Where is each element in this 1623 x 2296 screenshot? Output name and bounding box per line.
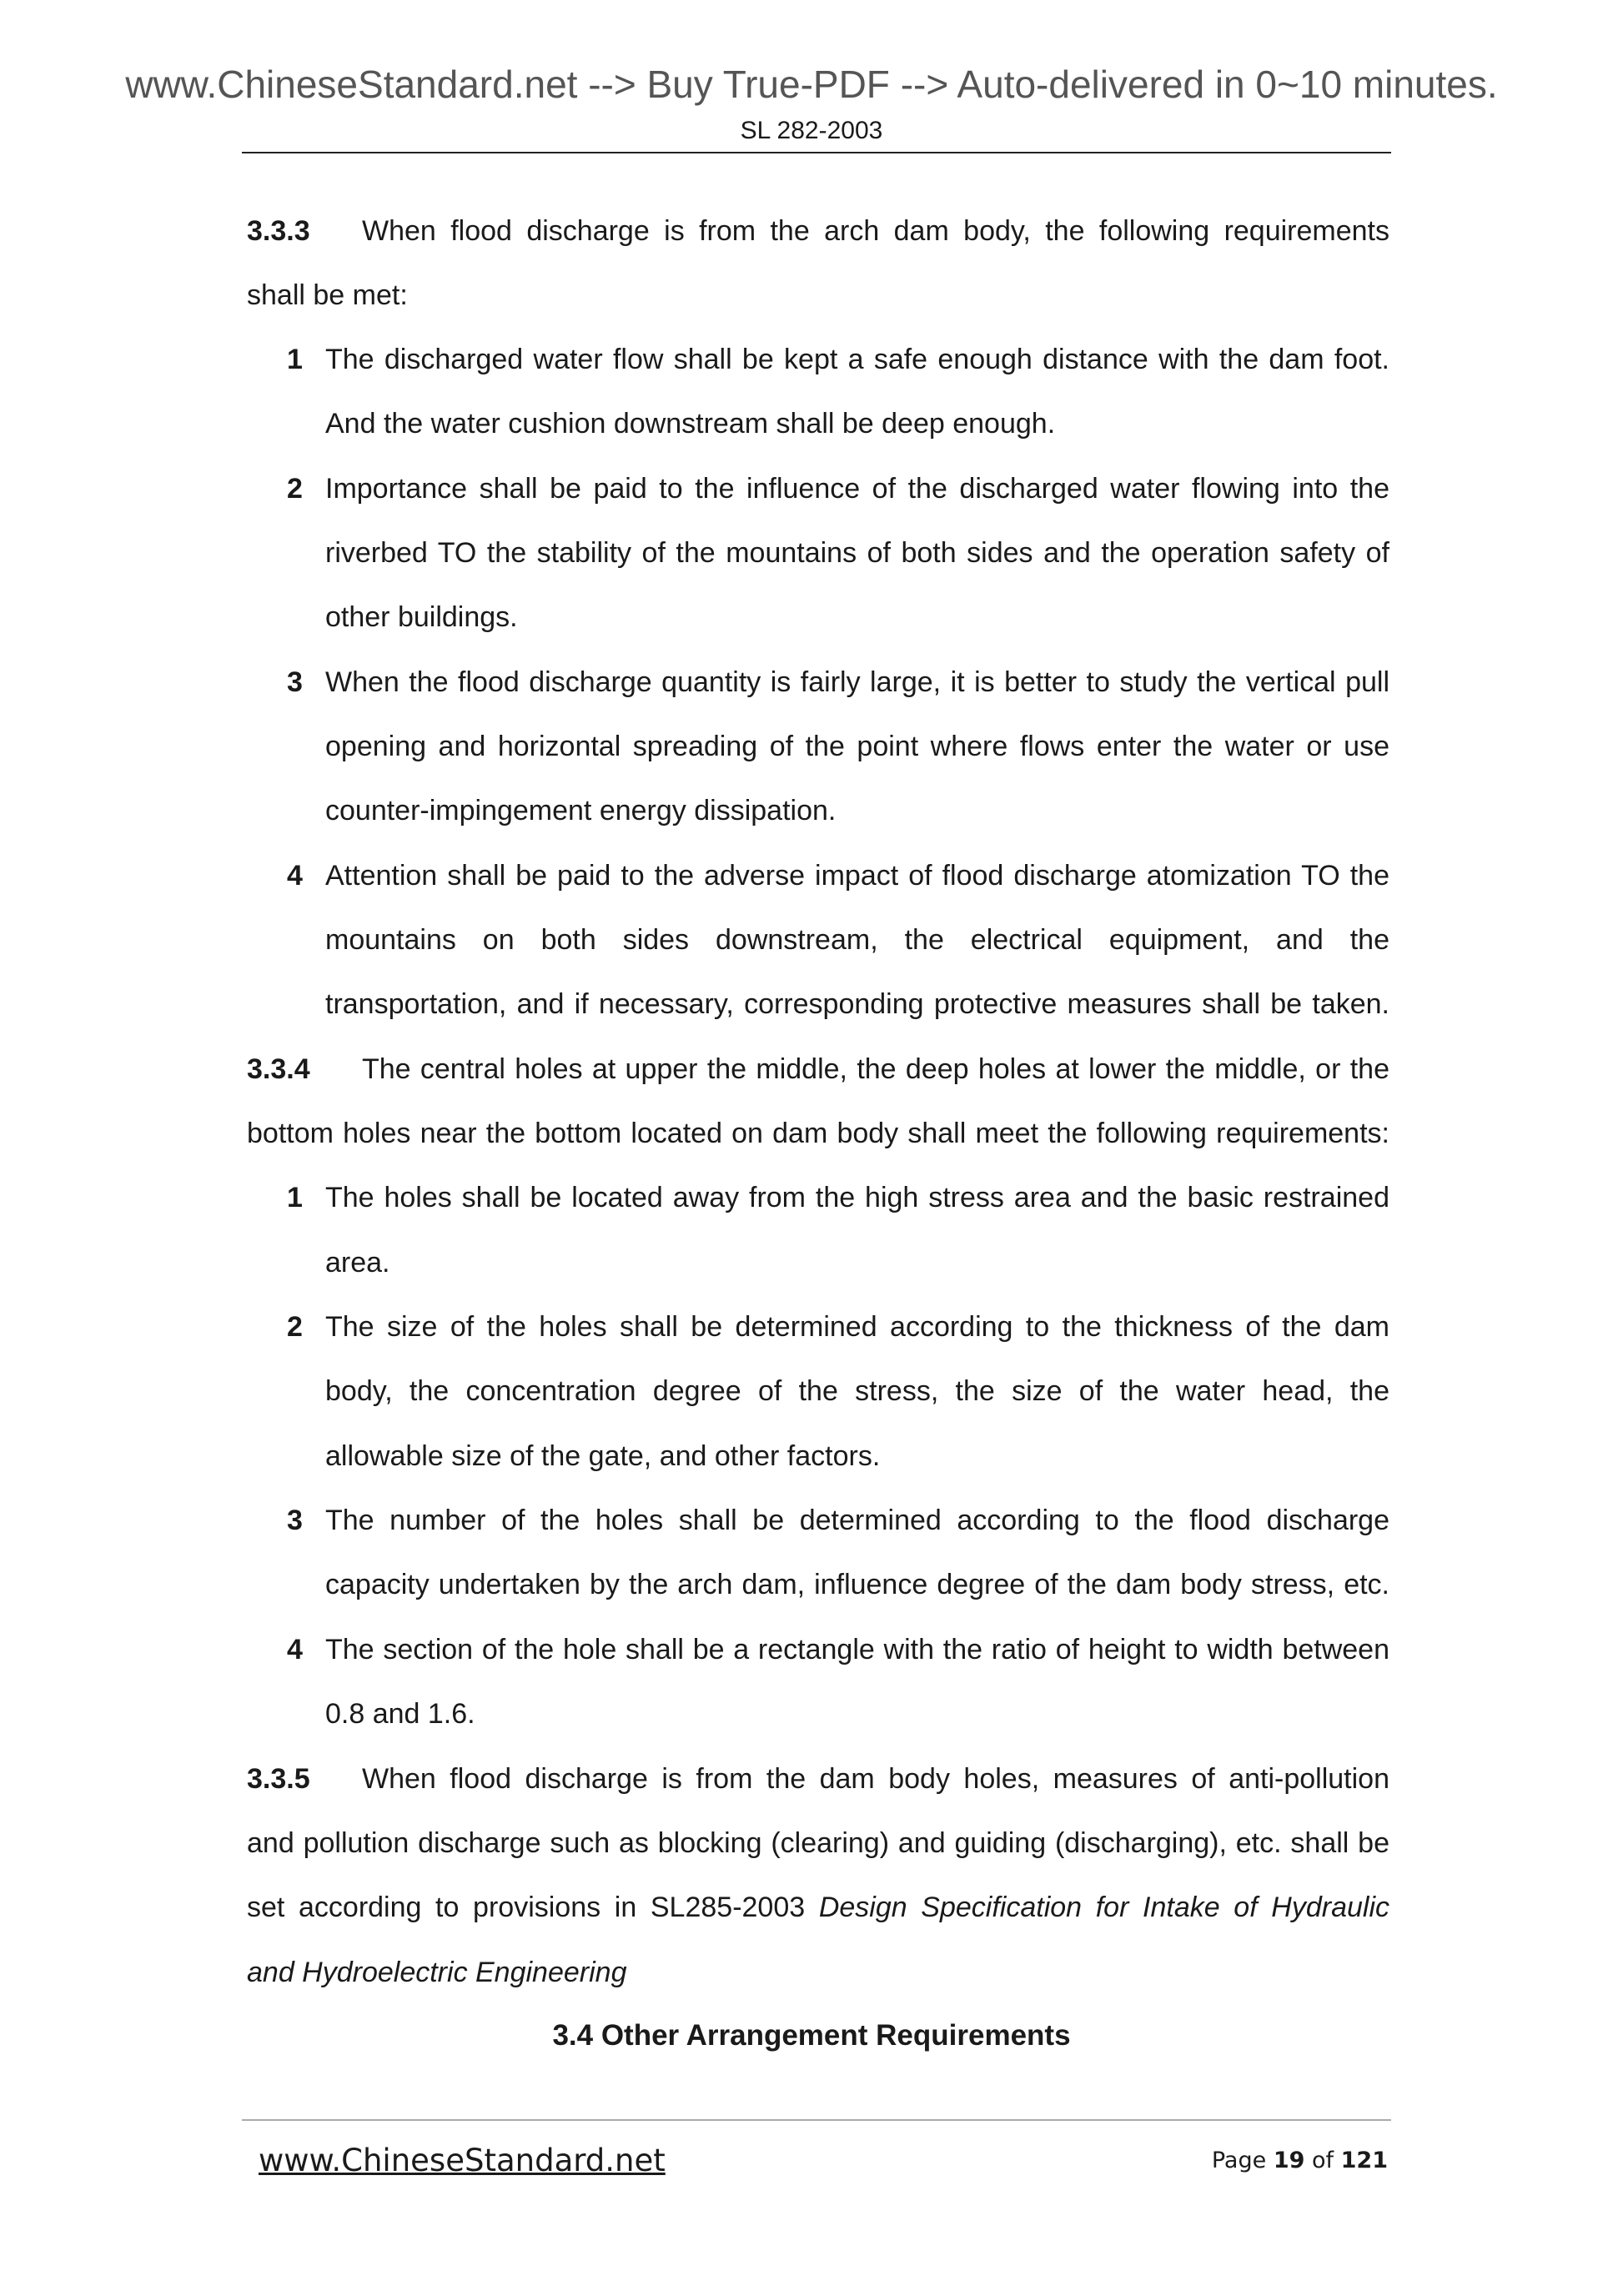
- list-item-text: And the water cushion downstream shall be deep enough.: [325, 408, 1056, 440]
- list-item-text: mountains on both sides downstream, the electrical equipment, and the: [325, 924, 1389, 956]
- list-item-text: The discharged water flow shall be kept a safe enough distance with the dam foot.: [325, 344, 1389, 375]
- referenced-title: Design Specification for Intake of Hydraulic: [818, 1892, 1390, 1923]
- list-item-text: Importance shall be paid to the influence of the discharged water flowing into the: [325, 473, 1389, 505]
- list-item-text: opening and horizontal spreading of the point where flows enter the water or use: [325, 731, 1389, 762]
- clause-3-3-4-line-2: bottom holes near the bottom located on dam body shall meet the following requirements:: [247, 1118, 1389, 1149]
- clause-3-3-3-line-1: [247, 214, 1389, 248]
- list-item-text: The section of the hole shall be a rectangle with the ratio of height to width between: [325, 1634, 1389, 1665]
- clause-3-3-3-line-2: shall be met:: [247, 279, 408, 311]
- page-label: Page: [1211, 2148, 1267, 2173]
- list-item-text: counter-impingement energy dissipation.: [325, 795, 837, 826]
- list-number: 2: [287, 473, 303, 505]
- list-item-text: 0.8 and 1.6.: [325, 1698, 475, 1730]
- list-number: 3: [287, 1505, 303, 1536]
- clause-text: When flood discharge is from the arch dam body, the following requirements: [362, 215, 1389, 247]
- site-banner[interactable]: www.ChineseStandard.net --> Buy True-PDF --> Auto-delivered in 0~10 minutes.: [125, 63, 1498, 106]
- list-item-text: allowable size of the gate, and other factors.: [325, 1440, 881, 1472]
- page-total: 121: [1340, 2148, 1388, 2173]
- clause-text: When flood discharge is from the dam body holes, measures of anti-pollution: [362, 1763, 1389, 1795]
- clause-3-3-5-line-3: [247, 1891, 1389, 1924]
- clause-3-3-5-line-2: and pollution discharge such as blocking (clearing) and guiding (discharging), etc. shall be: [247, 1827, 1389, 1859]
- footer-rule: [242, 2119, 1391, 2121]
- list-number: 2: [287, 1311, 303, 1343]
- list-item-text: riverbed TO the stability of the mountains of both sides and the operation safety of: [325, 537, 1389, 569]
- list-item-text: capacity undertaken by the arch dam, influence degree of the dam body stress, etc.: [325, 1569, 1389, 1600]
- page-current: 19: [1273, 2148, 1305, 2173]
- page-of: of: [1312, 2148, 1334, 2173]
- clause-number: 3.3.5: [247, 1763, 310, 1795]
- list-item-text: area.: [325, 1247, 390, 1279]
- clause-3-3-5-line-4: [247, 1956, 1389, 1989]
- list-item-text: The holes shall be located away from the high stress area and the basic restrained: [325, 1182, 1389, 1213]
- list-item-text: body, the concentration degree of the stress, the size of the water head, the: [325, 1375, 1389, 1407]
- list-item-text: The size of the holes shall be determined according to the thickness of the dam: [325, 1311, 1389, 1343]
- clause-3-3-5-line-1: [247, 1762, 1389, 1796]
- list-item-text: The number of the holes shall be determined according to the flood discharge: [325, 1505, 1389, 1536]
- list-number: 1: [287, 344, 303, 375]
- standard-code: SL 282-2003: [740, 117, 883, 144]
- page-number: [1212, 2149, 1388, 2172]
- list-number: 4: [287, 860, 303, 892]
- list-number: 3: [287, 666, 303, 698]
- list-number: 4: [287, 1634, 303, 1665]
- clause-text: The central holes at upper the middle, the deep holes at lower the middle, or the: [362, 1053, 1389, 1085]
- footer-site-link[interactable]: www.ChineseStandard.net: [259, 2143, 666, 2178]
- list-item-text: Attention shall be paid to the adverse impact of flood discharge atomization TO the: [325, 860, 1389, 892]
- referenced-title: and Hydroelectric Engineering: [247, 1957, 627, 1988]
- list-item-text: When the flood discharge quantity is fairly large, it is better to study the vertical pull: [325, 666, 1389, 698]
- list-item-text: transportation, and if necessary, corresponding protective measures shall be taken.: [325, 988, 1389, 1020]
- clause-number: 3.3.4: [247, 1053, 310, 1085]
- clause-3-3-4-line-1: [247, 1053, 1389, 1086]
- clause-text: set according to provisions in SL285-2003: [247, 1892, 806, 1923]
- list-number: 1: [287, 1182, 303, 1213]
- list-item-text: other buildings.: [325, 601, 518, 633]
- header-rule: [242, 152, 1391, 153]
- section-heading: 3.4 Other Arrangement Requirements: [552, 2019, 1071, 2052]
- clause-number: 3.3.3: [247, 215, 310, 247]
